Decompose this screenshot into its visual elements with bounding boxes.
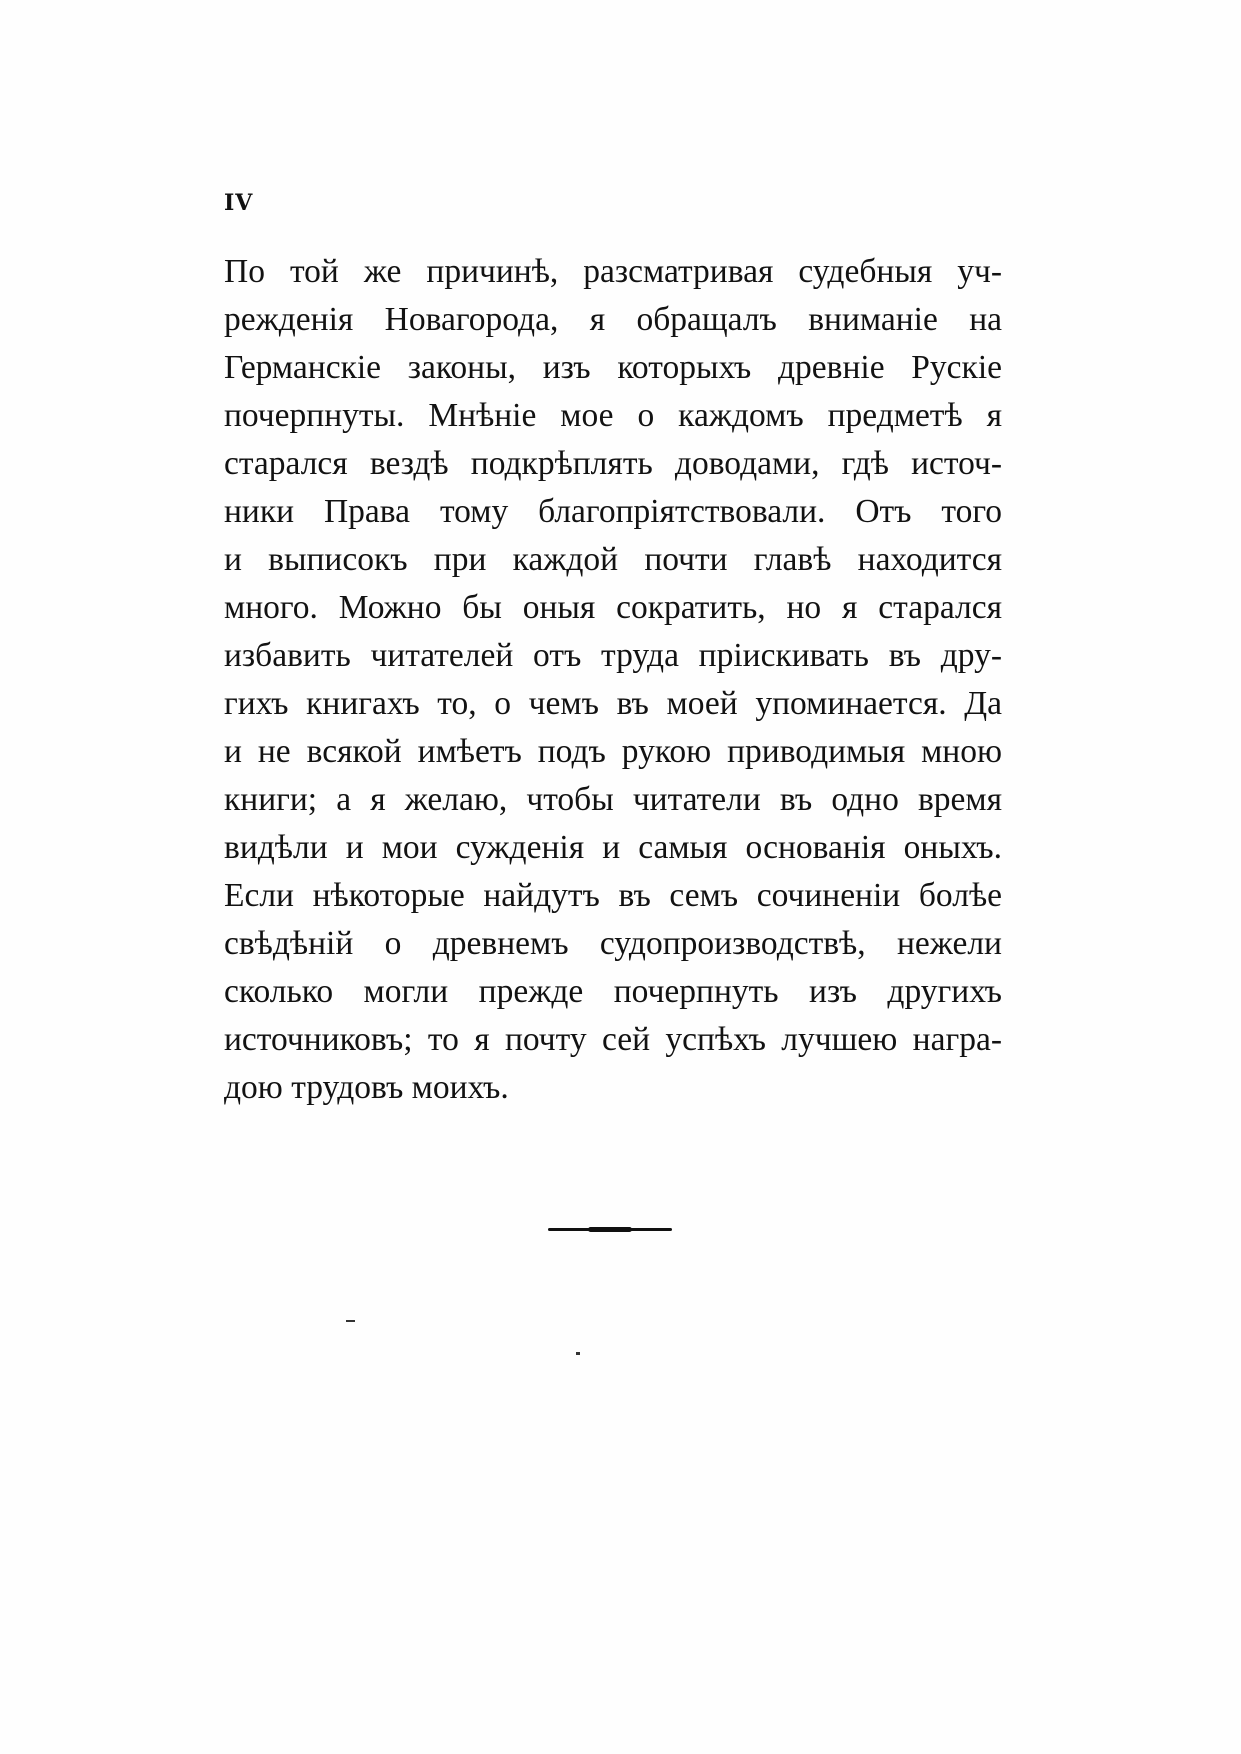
text-line: гихъ книгахъ то, о чемъ въ моей упоминается. Да bbox=[224, 685, 1002, 722]
text-line: дою трудовъ моихъ. bbox=[224, 1069, 509, 1106]
page-number: IV bbox=[224, 190, 254, 216]
text-line: много. Можно бы оныя сократить, но я старался bbox=[224, 589, 1002, 626]
text-line: видѣли и мои сужденія и самыя основанія оныхъ. bbox=[224, 829, 1002, 866]
text-line: старался вездѣ подкрѣплять доводами, гдѣ источ- bbox=[224, 445, 1002, 482]
text-line: книги; а я желаю, чтобы читатели въ одно время bbox=[224, 781, 1002, 818]
text-line: и выписокъ при каждой почти главѣ находится bbox=[224, 541, 1002, 578]
ink-speck bbox=[576, 1352, 580, 1355]
text-line: почерпнуты. Мнѣніе мое о каждомъ предметѣ я bbox=[224, 397, 1002, 434]
ink-speck bbox=[346, 1320, 355, 1322]
text-line: Германскіе законы, изъ которыхъ древніе Рускіе bbox=[224, 349, 1002, 386]
body-paragraph bbox=[224, 248, 1002, 1112]
text-line: По той же причинѣ, разсматривая судебныя уч- bbox=[224, 253, 1002, 290]
text-line: и не всякой имѣетъ подъ рукою приводимыя мною bbox=[224, 733, 1002, 770]
text-line: сколько могли прежде почерпнуть изъ другихъ bbox=[224, 973, 1002, 1010]
text-line: источниковъ; то я почту сей успѣхъ лучшею награ- bbox=[224, 1021, 1002, 1058]
text-line: избавить читателей отъ труда пріискивать въ дру- bbox=[224, 637, 1002, 674]
text-line: ники Права тому благопріятствовали. Отъ того bbox=[224, 493, 1002, 530]
text-line: Если нѣкоторые найдутъ въ семъ сочиненіи болѣе bbox=[224, 877, 1002, 914]
text-line: свѣдѣній о древнемъ судопроизводствѣ, нежели bbox=[224, 925, 1002, 962]
text-line: режденія Новагорода, я обращалъ вниманіе на bbox=[224, 301, 1002, 338]
section-end-rule bbox=[548, 1228, 672, 1231]
